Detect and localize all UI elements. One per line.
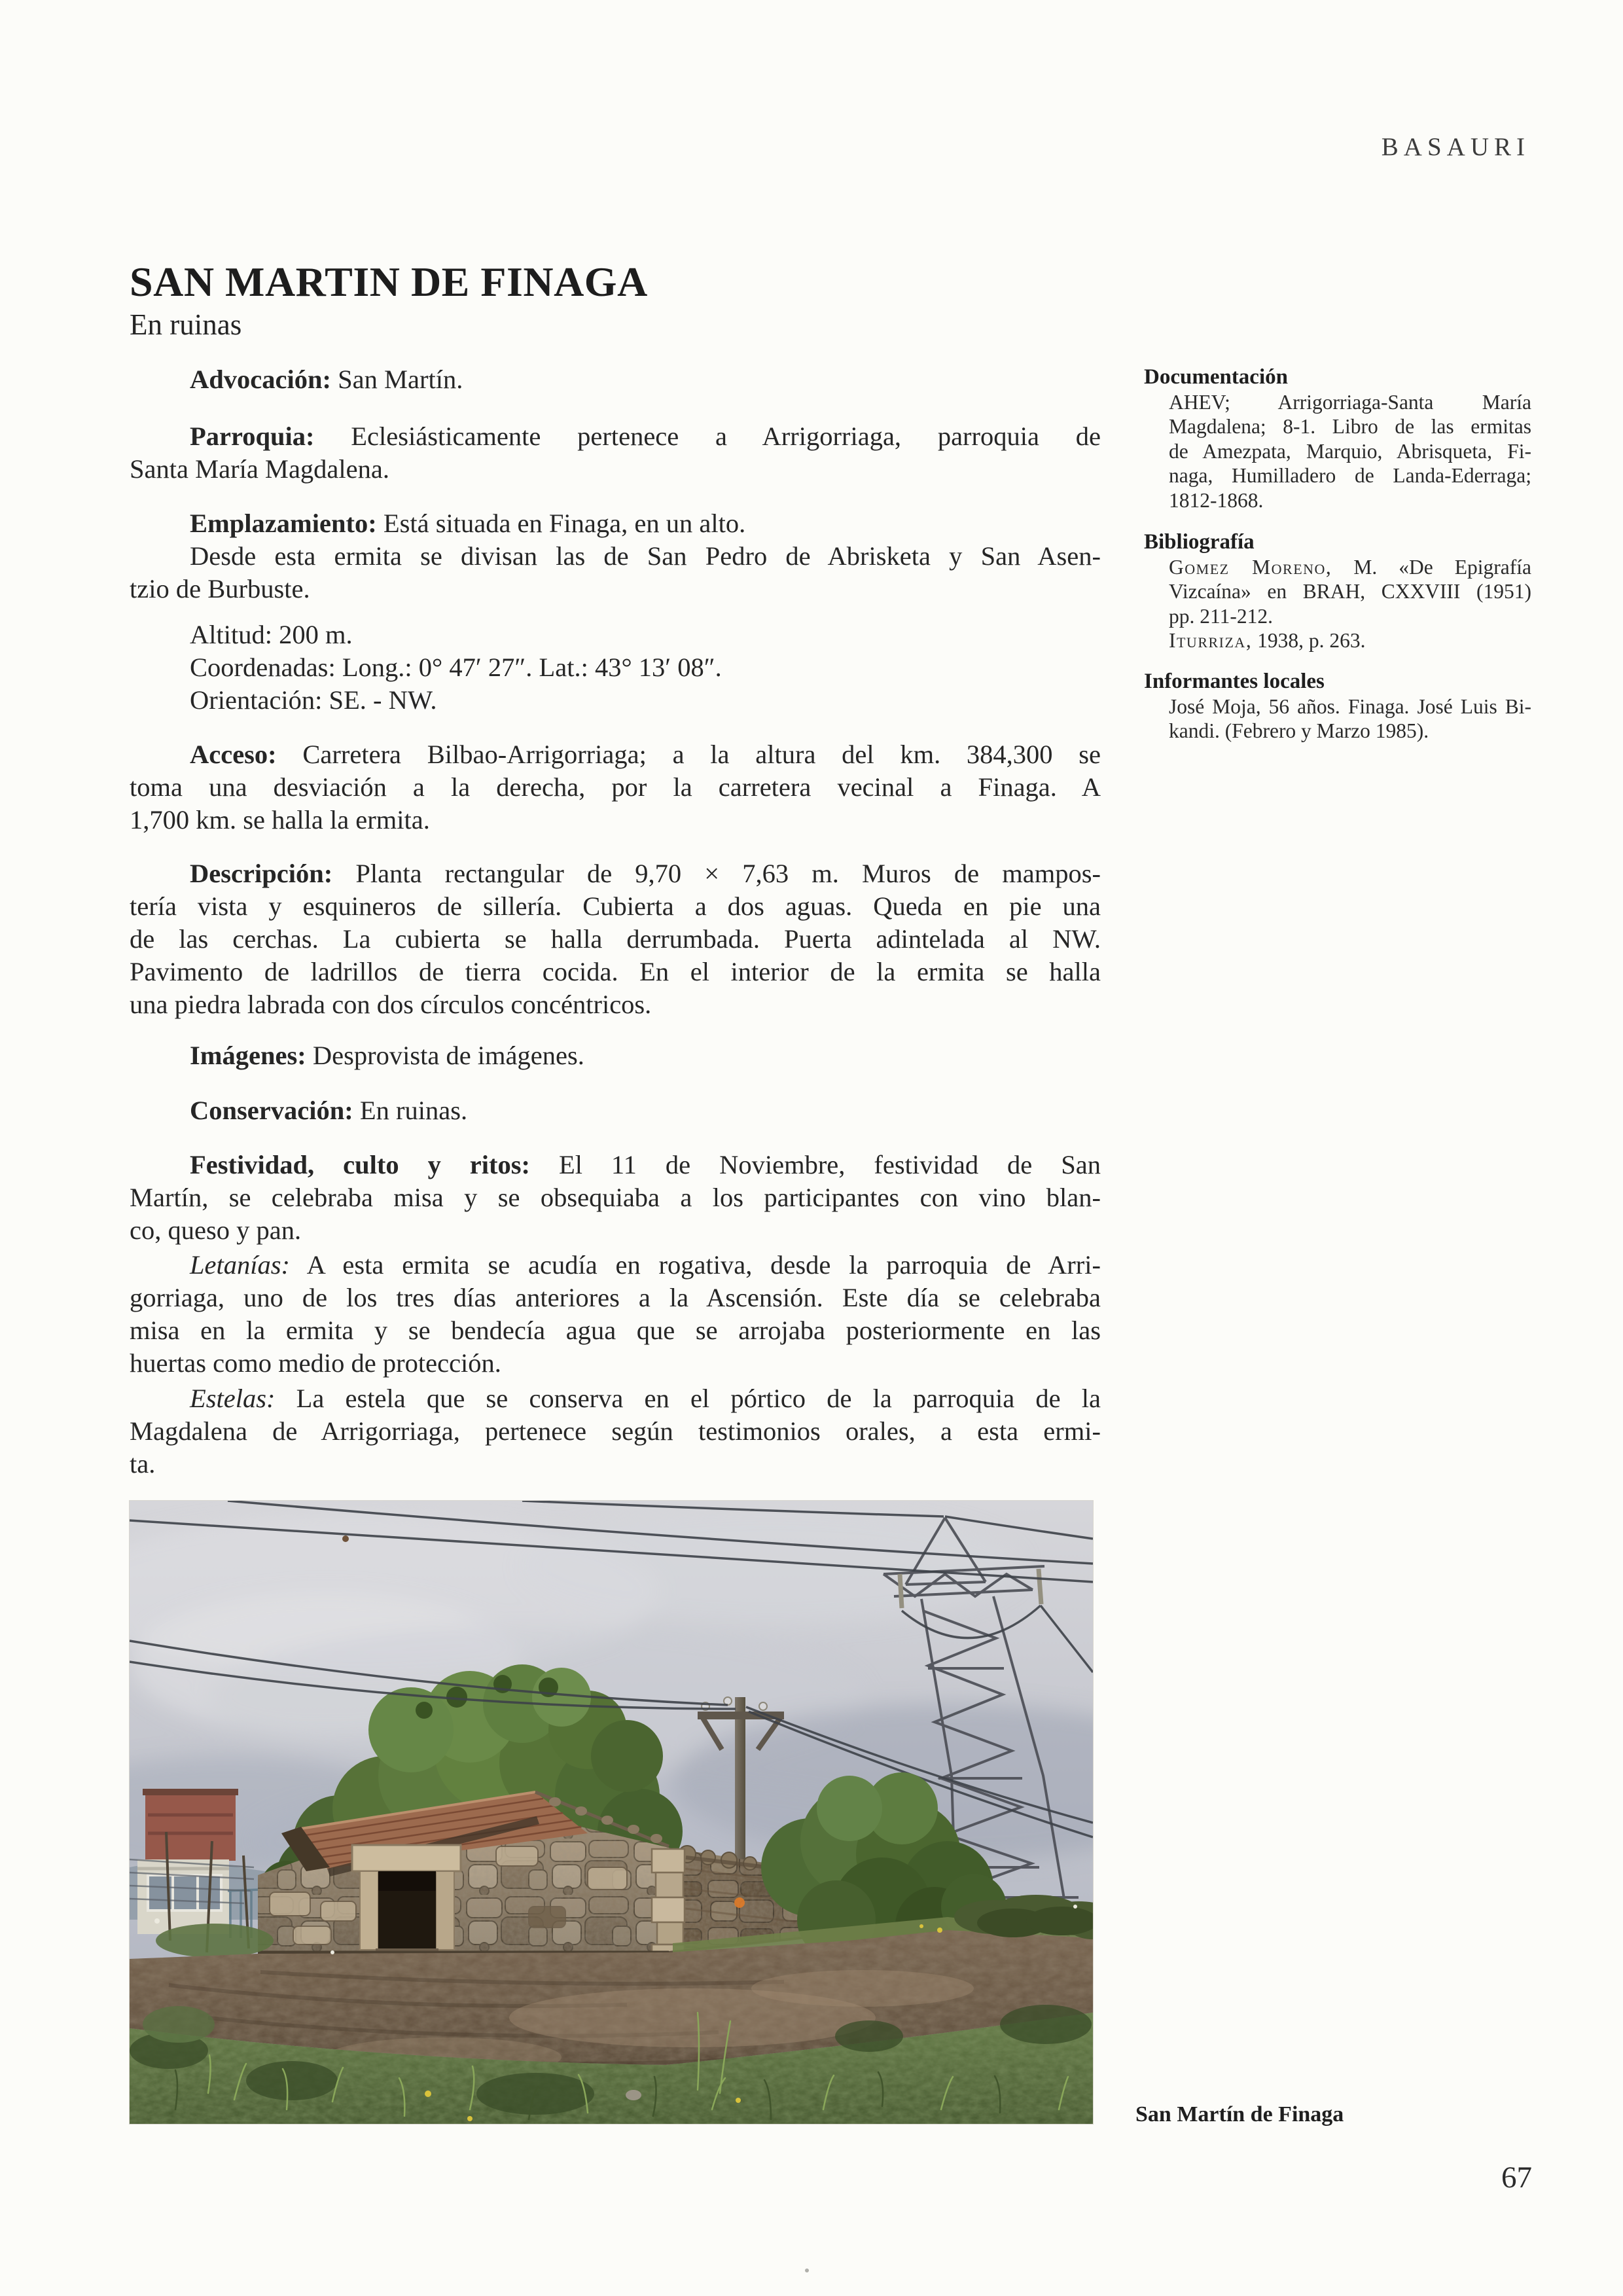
sidebar-section-body xyxy=(1169,555,1531,653)
text-run: Pavimento de ladrillos de tierra cocida. En el interior de la ermita se halla xyxy=(130,957,1101,986)
text-line xyxy=(130,1382,1101,1415)
text-line xyxy=(130,540,1101,573)
text-line xyxy=(130,1149,1101,1181)
sidebar-section-title: Informantes locales xyxy=(1144,670,1325,693)
text-line xyxy=(130,1347,1101,1380)
text-run: Advocación: xyxy=(190,365,331,394)
sidebar-section xyxy=(1144,365,1531,513)
text-line xyxy=(130,771,1101,804)
text-run: Parroquia: xyxy=(190,422,315,451)
paragraph xyxy=(130,420,1101,486)
photo-caption: San Martín de Finaga xyxy=(1135,2102,1344,2126)
text-run: Coordenadas: Long.: 0° 47′ 27″. Lat.: 43° 13′ 08″. xyxy=(190,653,722,682)
running-header: BASAURI xyxy=(1381,133,1530,161)
text-run: Martín, se celebraba misa y se obsequiaba a los participantes con vino blan- xyxy=(130,1183,1101,1212)
paragraph xyxy=(130,619,1101,717)
text-run: Acceso: xyxy=(190,740,277,769)
text-run: de las cerchas. La cubierta se halla derrumbada. Puerta adintelada al NW. xyxy=(130,924,1101,954)
text-line xyxy=(130,857,1101,890)
text-run: El 11 de Noviembre, festividad de San xyxy=(530,1150,1101,1179)
text-run: toma una desviación a la derecha, por la carretera vecinal a Finaga. A xyxy=(130,772,1101,802)
text-line xyxy=(1169,628,1531,653)
text-run: misa en la ermita y se bendecía agua que se arrojaba posteriormente en las xyxy=(130,1316,1101,1345)
text-run: huertas como medio de protección. xyxy=(130,1348,501,1378)
text-run: 1812-1868. xyxy=(1169,488,1264,512)
text-run: Emplazamiento: xyxy=(190,509,377,538)
text-line xyxy=(1169,414,1531,439)
text-run: Planta rectangular de 9,70 × 7,63 m. Muros de mampos- xyxy=(332,859,1101,888)
page-title: SAN MARTIN DE FINAGA xyxy=(130,259,648,305)
paragraph xyxy=(130,1249,1101,1380)
paragraph xyxy=(130,1094,1101,1127)
text-run: Gomez Moreno, xyxy=(1169,555,1332,579)
text-line xyxy=(130,1314,1101,1347)
text-run: naga, Humilladero de Landa-Ederraga; xyxy=(1169,464,1531,488)
text-run: Magdalena; 8-1. Libro de las ermitas xyxy=(1169,415,1531,439)
text-line xyxy=(130,1094,1101,1127)
text-line xyxy=(130,1415,1101,1448)
paragraph xyxy=(130,1149,1101,1247)
text-run: Vizcaína» en BRAH, CXXVIII (1951) xyxy=(1169,580,1531,603)
text-line xyxy=(1169,694,1531,719)
text-run: Festividad, culto y ritos: xyxy=(190,1150,530,1179)
text-line xyxy=(130,890,1101,923)
ruin-photo-graphic xyxy=(130,1501,1093,2124)
text-run: ta. xyxy=(130,1449,156,1479)
text-run: Estelas: xyxy=(190,1384,276,1413)
text-line xyxy=(1169,463,1531,488)
page-subtitle: En ruinas xyxy=(130,308,242,341)
paragraph xyxy=(130,363,1101,396)
text-run: AHEV; Arrigorriaga-Santa María xyxy=(1169,390,1531,414)
text-line xyxy=(1169,555,1531,580)
text-line xyxy=(130,453,1101,486)
text-run: Imágenes: xyxy=(190,1041,306,1070)
text-run: San Martín. xyxy=(331,365,463,394)
text-run: de Amezpata, Marquio, Abrisqueta, Fi- xyxy=(1169,439,1531,463)
text-run: Carretera Bilbao-Arrigorriaga; a la altura del km. 384,300 se xyxy=(276,740,1101,769)
sidebar-section-title: Bibliografía xyxy=(1144,530,1255,554)
paragraph xyxy=(130,857,1101,1021)
text-line xyxy=(130,1448,1101,1480)
text-run: una piedra labrada con dos círculos concéntricos. xyxy=(130,990,652,1019)
text-run: Eclesiásticamente pertenece a Arrigorriaga, parroquia de xyxy=(314,422,1101,451)
text-line xyxy=(130,1249,1101,1282)
sidebar-section xyxy=(1144,530,1531,653)
text-line xyxy=(130,1214,1101,1247)
text-line xyxy=(130,420,1101,453)
text-run: Letanías: xyxy=(190,1250,291,1280)
paragraph xyxy=(130,1039,1101,1072)
text-run: La estela que se conserva en el pórtico de la parroquia de la xyxy=(275,1384,1101,1413)
sidebar-section xyxy=(1144,670,1531,744)
text-line xyxy=(130,1039,1101,1072)
paragraph xyxy=(130,738,1101,836)
text-line xyxy=(130,619,1101,651)
text-run: co, queso y pan. xyxy=(130,1215,302,1245)
text-run: Desde esta ermita se divisan las de San Pedro de Abrisketa y San Asen- xyxy=(190,541,1101,571)
text-run: Magdalena de Arrigorriaga, pertenece según testimonios orales, a esta ermi- xyxy=(130,1416,1101,1446)
text-line xyxy=(1169,604,1531,629)
text-run: M. «De Epigrafía xyxy=(1332,555,1531,579)
ruin-photo xyxy=(130,1501,1093,2124)
text-line xyxy=(130,363,1101,396)
text-line xyxy=(1169,390,1531,415)
text-run: pp. 211-212. xyxy=(1169,604,1273,628)
text-line xyxy=(130,507,1101,540)
text-run: Está situada en Finaga, en un alto. xyxy=(376,509,746,538)
text-run: Orientación: SE. - NW. xyxy=(190,685,437,715)
text-run: Iturriza, xyxy=(1169,629,1253,653)
text-line xyxy=(1169,579,1531,604)
text-line xyxy=(130,573,1101,605)
text-line xyxy=(130,804,1101,836)
text-line xyxy=(130,651,1101,684)
text-run: José Moja, 56 años. Finaga. José Luis Bi- xyxy=(1169,694,1531,718)
text-run: En ruinas. xyxy=(353,1096,468,1125)
text-run: 1938, p. 263. xyxy=(1252,629,1366,653)
text-run: Altitud: 200 m. xyxy=(190,620,353,649)
sidebar-section-title: Documentación xyxy=(1144,365,1288,389)
paragraph xyxy=(130,507,1101,605)
text-run: Descripción: xyxy=(190,859,333,888)
sidebar-section-body xyxy=(1169,390,1531,513)
text-run: Conservación: xyxy=(190,1096,353,1125)
text-run: A esta ermita se acudía en rogativa, desde la parroquia de Arri- xyxy=(290,1250,1101,1280)
text-line xyxy=(130,1181,1101,1214)
text-line xyxy=(130,1282,1101,1314)
text-line xyxy=(130,738,1101,771)
text-run: kandi. (Febrero y Marzo 1985). xyxy=(1169,719,1429,743)
text-run: gorriaga, uno de los tres días anteriores a la Ascensión. Este día se celebraba xyxy=(130,1283,1101,1312)
text-run: Santa María Magdalena. xyxy=(130,454,389,484)
text-run: tería vista y esquineros de sillería. Cubierta a dos aguas. Queda en pie una xyxy=(130,891,1101,921)
text-line xyxy=(130,923,1101,956)
text-line xyxy=(130,684,1101,717)
page-number: 67 xyxy=(1501,2161,1532,2195)
text-run: 1,700 km. se halla la ermita. xyxy=(130,805,430,834)
scan-artifact-dot xyxy=(805,2269,809,2272)
text-line xyxy=(1169,439,1531,464)
text-line xyxy=(130,956,1101,988)
sidebar-section-body xyxy=(1169,694,1531,744)
text-run: Desprovista de imágenes. xyxy=(306,1041,584,1070)
paragraph xyxy=(130,1382,1101,1480)
text-line xyxy=(1169,719,1531,744)
text-line xyxy=(1169,488,1531,513)
text-run: tzio de Burbuste. xyxy=(130,574,310,603)
text-line xyxy=(130,988,1101,1021)
